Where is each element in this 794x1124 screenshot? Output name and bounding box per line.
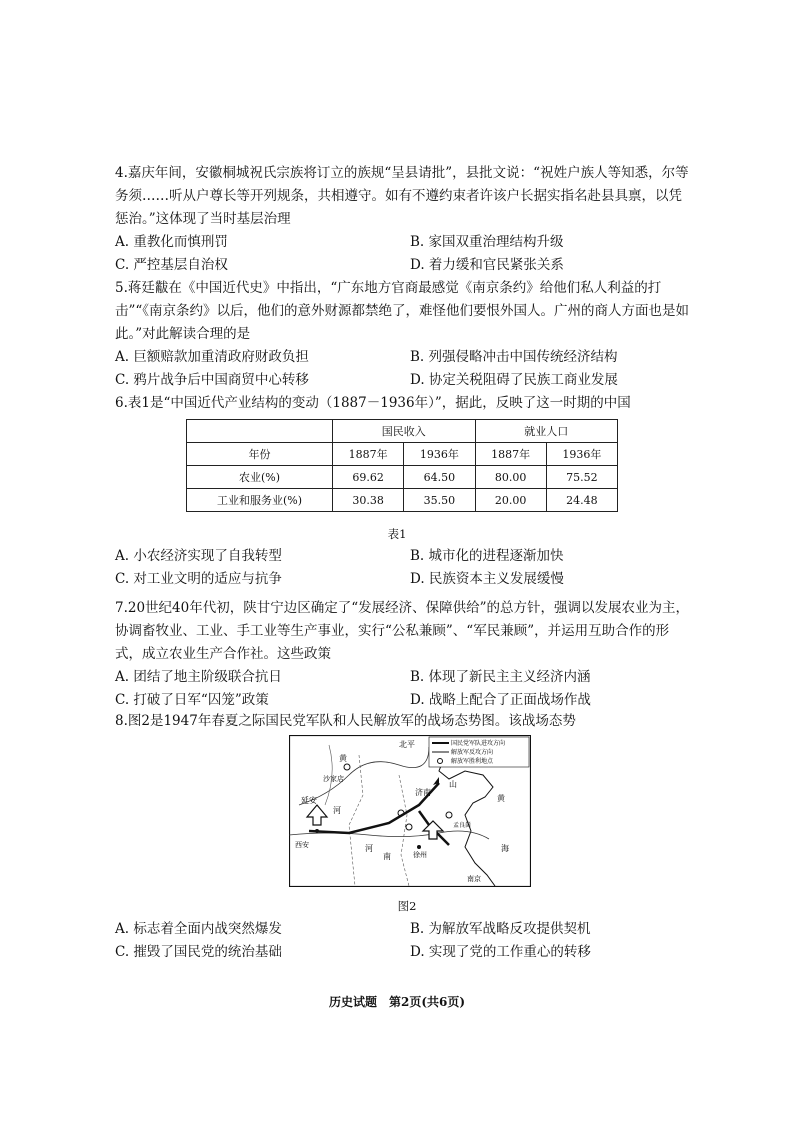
question-8-options [115,918,695,964]
question-4 [115,162,695,277]
question-5 [115,277,695,392]
year-cell: 1887年 [333,443,404,466]
place-label: 延安 [301,796,317,805]
option-a[interactable]: A. 重教化而慎刑罚 [115,234,228,250]
option-d[interactable]: D. 战略上配合了正面战场作战 [410,692,591,708]
option-a[interactable]: A. 巨额赔款加重清政府财政负担 [115,349,309,365]
question-6-stem: 6.表1是“中国近代产业结构的变动（1887－1936年）”，据此，反映了这一时期的中国 [115,395,631,411]
question-6-options-block [115,545,695,591]
table-cell: 30.38 [333,489,404,512]
place-label: 济南 [415,788,431,797]
question-4-options [115,231,695,277]
option-d[interactable]: D. 着力缓和官民紧张关系 [410,257,564,273]
option-b[interactable]: B. 为解放军战略反攻提供契机 [410,921,591,937]
row-label: 农业(%) [187,466,333,489]
question-7-stem: 7.20世纪40年代初，陕甘宁边区确定了“发展经济、保障供给”的总方针，强调以发展农业为主，协调畜牧业、工业、手工业等生产事业，实行“公私兼顾”、“军民兼顾”，并运用互助合作的形式，成立农业生产合作社。这些政策 [115,600,690,662]
place-label: 黄 [339,754,347,763]
question-8-stem: 8.图2是1947年春夏之际国民党军队和人民解放军的战场态势图。该战场态势 [115,713,576,729]
year-cell: 1936年 [546,443,617,466]
table-row [187,489,618,512]
question-5-stem: 5.蒋廷黻在《中国近代史》中指出，“广东地方官商最感觉《南京条约》给他们私人利益的打击”“《南京条约》以后，他们的意外财源都禁绝了，难怪他们要恨外国人。广州的商人方面也是如此。”对此解读合理的是 [115,280,690,342]
option-b[interactable]: B. 列强侵略冲击中国传统经济结构 [410,349,618,365]
city-dot [417,845,421,849]
table-cell: 64.50 [404,466,475,489]
option-a[interactable]: A. 小农经济实现了自我转型 [115,548,282,564]
question-6-stem-block [115,392,695,415]
table-caption: 表1 [387,527,407,541]
question-8-stem-block [115,710,695,733]
group-header-employment: 就业人口 [475,420,618,443]
option-d[interactable]: D. 民族资本主义发展缓慢 [410,571,564,587]
option-c[interactable]: C. 严控基层自治权 [115,257,228,273]
place-label: 南京 [467,875,481,883]
question-7 [115,597,695,712]
legend-label: 解放军胜利地点 [451,758,494,765]
option-b[interactable]: B. 体现了新民主主义经济内涵 [410,669,591,685]
year-label: 年份 [187,443,333,466]
page-footer: 历史试题 第2页(共6页) [328,995,466,1009]
question-6-options [115,545,695,591]
place-label: 河 [333,806,341,815]
question-7-options [115,666,695,712]
place-label: 南 [383,852,391,861]
table-cell: 35.50 [404,489,475,512]
legend-label: 解放军反攻方向 [451,749,494,756]
option-d[interactable]: D. 协定关税阻碍了民族工商业发展 [410,372,618,388]
option-a[interactable]: A. 团结了地主阶级联合抗日 [115,669,282,685]
option-a[interactable]: A. 标志着全面内战突然爆发 [115,921,282,937]
option-c[interactable]: C. 对工业文明的适应与抗争 [115,571,282,587]
question-8-options-block [115,918,695,964]
option-c[interactable]: C. 鸦片战争后中国商贸中心转移 [115,372,309,388]
place-label: 西安 [295,841,309,849]
group-header-income: 国民收入 [333,420,476,443]
option-b[interactable]: B. 家国双重治理结构升级 [410,234,564,250]
map-caption: 图2 [397,899,417,913]
place-label: 北平 [399,740,415,749]
year-cell: 1887年 [475,443,546,466]
table-cell: 20.00 [475,489,546,512]
year-cell: 1936年 [404,443,475,466]
question-5-options [115,346,695,392]
legend-label: 国民党军队进攻方向 [451,740,506,747]
table-cell: 75.52 [546,466,617,489]
industry-structure-table [186,419,618,512]
place-label: 海 [501,844,509,853]
place-label: 沙家店 [323,775,344,783]
place-label: 河 [365,844,373,853]
option-c[interactable]: C. 摧毁了国民党的统治基础 [115,944,282,960]
table-row [187,443,618,466]
place-label: 山 [449,780,457,789]
table-row [187,466,618,489]
option-b[interactable]: B. 城市化的进程逐渐加快 [410,548,564,564]
city-dot [315,829,319,833]
table-cell: 69.62 [333,466,404,489]
question-4-stem: 4.嘉庆年间，安徽桐城祝氏宗族将订立的族规“呈县请批”，县批文说：“祝姓户族人等知悉，尔等务须……听从户尊长等开列规条，共相遵守。如有不遵约束者许该户长据实指名赴县具禀，以凭惩治。”这体现了当时基层治理 [115,165,689,227]
place-label: 孟良崮 [453,822,472,829]
option-c[interactable]: C. 打破了日军“囚笼”政策 [115,692,269,708]
table-cell: 80.00 [475,466,546,489]
option-d[interactable]: D. 实现了党的工作重心的转移 [410,944,591,960]
place-label: 黄 [497,794,505,803]
battlefield-map [289,735,531,887]
table-cell: 24.48 [546,489,617,512]
table-header-row [187,420,618,443]
place-label: 徐州 [413,851,427,859]
row-label: 工业和服务业(%) [187,489,333,512]
